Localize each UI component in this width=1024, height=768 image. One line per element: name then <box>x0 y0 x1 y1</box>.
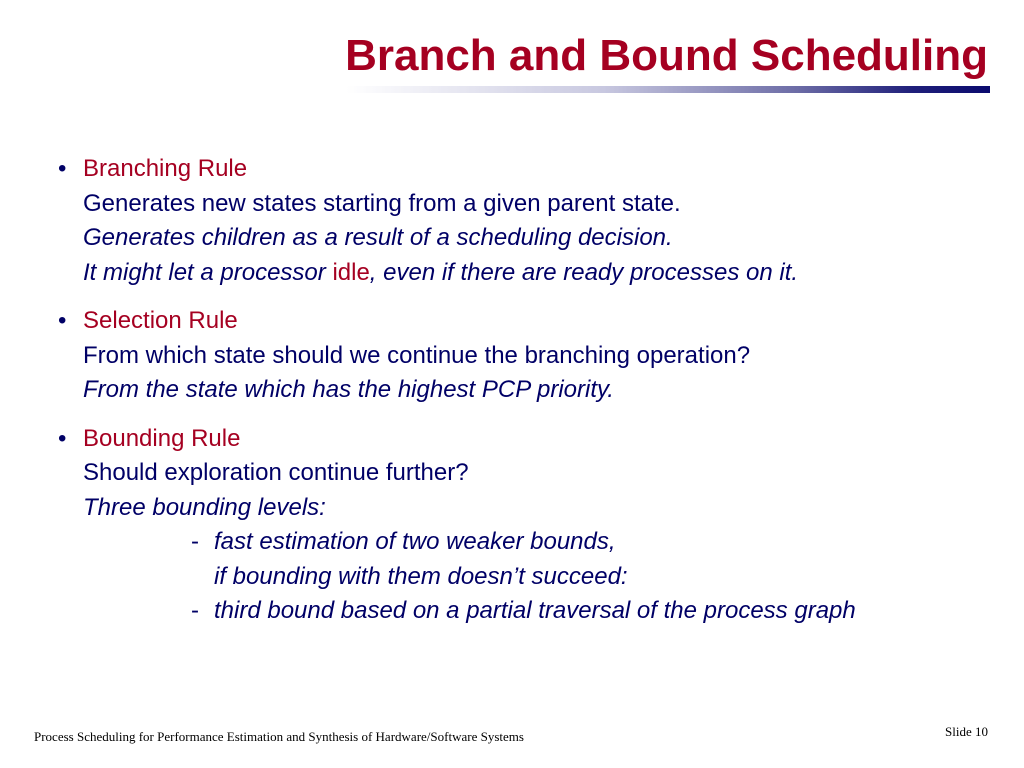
bullet-heading: Selection Rule <box>83 307 238 334</box>
bullet-dot-icon: • <box>58 307 67 334</box>
slide-title: Branch and Bound Scheduling <box>345 31 988 80</box>
bullet-selection-rule <box>58 304 998 408</box>
idle-prefix: It might let a processor <box>83 258 333 286</box>
slide-content <box>58 152 998 643</box>
bullet-dot-icon: • <box>58 155 67 182</box>
sub-item <box>83 525 998 560</box>
sub-item-text: if bounding with them doesn’t succeed: <box>214 562 628 590</box>
title-underline-rule <box>346 86 990 93</box>
sub-item-text: fast estimation of two weaker bounds, <box>214 528 616 555</box>
bullet-bounding-rule <box>58 422 998 629</box>
bullet-text: Generates new states starting from a given parent state. <box>83 189 681 217</box>
dash-marker: - <box>191 597 199 624</box>
bullet-text-italic-idle <box>83 256 998 291</box>
slide-number: Slide 10 <box>945 724 988 739</box>
bullet-text: Should exploration continue further? <box>83 459 469 486</box>
bullet-text-italic: From the state which has the highest PCP priority. <box>83 376 614 403</box>
bullet-heading: Bounding Rule <box>83 424 241 452</box>
idle-suffix: , even if there are ready processes on it. <box>369 258 799 286</box>
bullet-text: From which state should we continue the branching operation? <box>83 341 751 369</box>
sub-item <box>83 560 998 595</box>
bullet-heading: Branching Rule <box>83 155 248 182</box>
slide-footer: Process Scheduling for Performance Estimation and Synthesis of Hardware/Software Systems <box>34 729 524 744</box>
sub-item-text: third bound based on a partial traversal of the process graph <box>214 597 856 624</box>
bullet-text-italic: Three bounding levels: <box>83 493 326 521</box>
idle-highlight: idle <box>332 258 370 286</box>
bullet-dot-icon: • <box>58 424 67 452</box>
sub-item <box>83 594 998 629</box>
dash-marker: - <box>191 528 199 555</box>
bullet-branching-rule <box>58 152 998 290</box>
bullet-text-italic: Generates children as a result of a scheduling decision. <box>83 224 673 251</box>
